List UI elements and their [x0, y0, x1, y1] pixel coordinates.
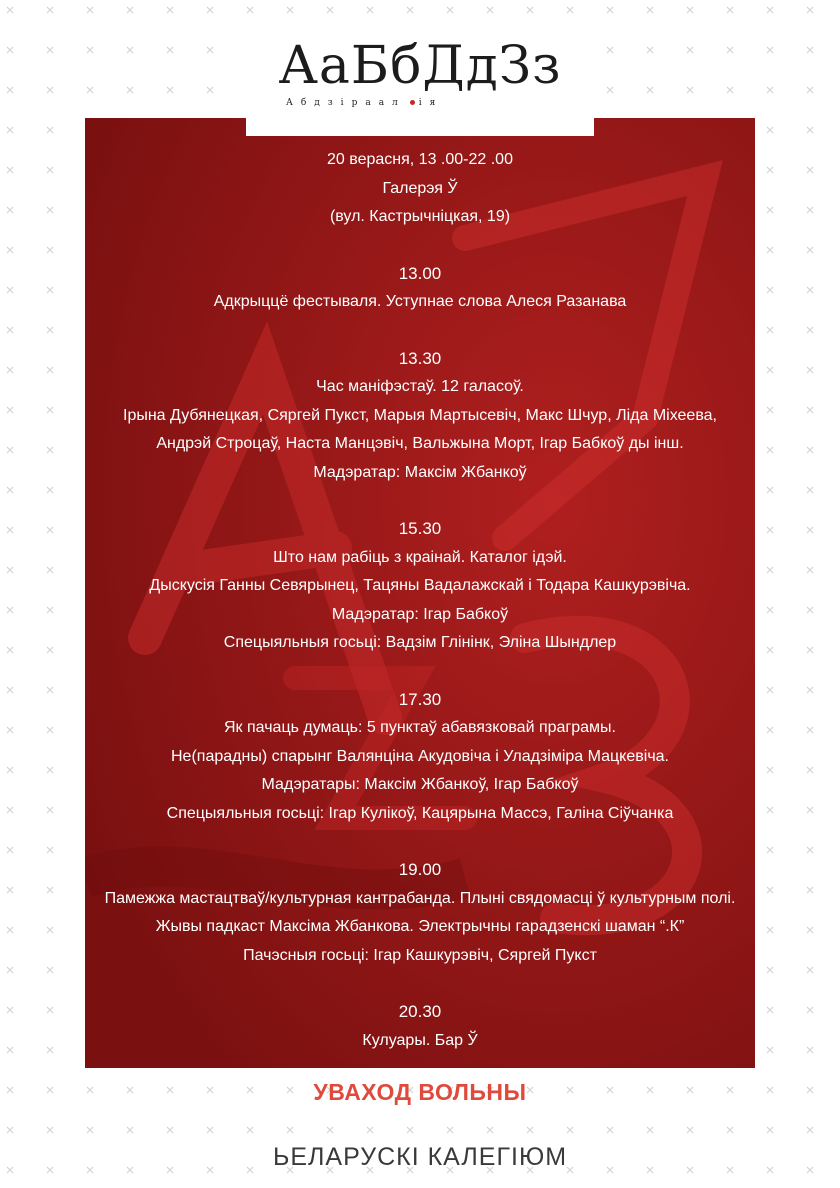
pattern-cross [47, 407, 53, 413]
program-time: 20.30 [398, 1002, 442, 1021]
pattern-cross [767, 847, 773, 853]
program-line: Ірына Дубянецкая, Сяргей Пукст, Марыя Мартысевіч, Макс Шчур, Ліда Міхеева, [123, 406, 717, 424]
pattern-cross [47, 647, 53, 653]
program-item [85, 998, 755, 1055]
pattern-cross [807, 527, 813, 533]
pattern-cross [207, 47, 213, 53]
pattern-cross [807, 647, 813, 653]
pattern-cross [287, 1127, 293, 1133]
pattern-cross [7, 207, 13, 213]
pattern-cross [47, 87, 53, 93]
pattern-cross [447, 7, 453, 13]
pattern-cross [807, 807, 813, 813]
program-schedule [85, 146, 755, 1068]
pattern-cross [7, 327, 13, 333]
pattern-cross [87, 7, 93, 13]
program-line: Мадэратар: Ігар Бабкоў [331, 605, 509, 623]
pattern-cross [527, 1127, 533, 1133]
pattern-cross [607, 1127, 613, 1133]
pattern-cross [7, 567, 13, 573]
pattern-cross [767, 727, 773, 733]
pattern-cross [807, 567, 813, 573]
pattern-cross [647, 1127, 653, 1133]
pattern-cross [7, 767, 13, 773]
pattern-cross [7, 487, 13, 493]
pattern-cross [807, 1047, 813, 1053]
program-line: Кулуары. Бар Ў [362, 1031, 478, 1049]
pattern-cross [47, 47, 53, 53]
pattern-cross [7, 967, 13, 973]
program-line: Жывы падкаст Максіма Жбанкова. Электрычны гарадзенскі шаман “.К” [155, 918, 685, 935]
pattern-cross [47, 727, 53, 733]
pattern-cross [167, 7, 173, 13]
pattern-cross [767, 807, 773, 813]
pattern-cross [807, 607, 813, 613]
pattern-cross [47, 607, 53, 613]
pattern-cross [47, 1127, 53, 1133]
pattern-cross [127, 1127, 133, 1133]
pattern-cross [687, 1127, 693, 1133]
pattern-cross [7, 127, 13, 133]
pattern-cross [767, 7, 773, 13]
pattern-cross [687, 7, 693, 13]
program-panel [85, 118, 755, 1068]
pattern-cross [367, 1127, 373, 1133]
pattern-cross [47, 967, 53, 973]
program-line: Памежжа мастацтваў/культурная кантрабанда. Плыні свядомасці ў культурным полі. [104, 889, 736, 907]
organizer-logo-text: ЬЕЛАРУСКІ КАЛЕГІЮМ [272, 1143, 568, 1171]
pattern-cross [807, 727, 813, 733]
pattern-cross [767, 1007, 773, 1013]
pattern-cross [807, 447, 813, 453]
pattern-cross [727, 1127, 733, 1133]
pattern-cross [47, 7, 53, 13]
pattern-cross [7, 87, 13, 93]
pattern-cross [767, 647, 773, 653]
pattern-cross [807, 127, 813, 133]
pattern-cross [47, 327, 53, 333]
program-line: Спецыяльныя госьці: Ігар Кулікоў, Кацярына Массэ, Галіна Сіўчанка [166, 804, 674, 822]
program-line: Адкрыццё фестываля. Уступнае слова Алеся Разанава [213, 293, 627, 310]
pattern-cross [607, 47, 613, 53]
pattern-cross [767, 887, 773, 893]
pattern-cross [47, 207, 53, 213]
pattern-cross [7, 887, 13, 893]
pattern-cross [167, 47, 173, 53]
program-line: Што нам рабіць з краінай. Каталог ідэй. [273, 548, 567, 566]
pattern-cross [7, 927, 13, 933]
pattern-cross [7, 1127, 13, 1133]
pattern-cross [47, 567, 53, 573]
pattern-cross [767, 607, 773, 613]
pattern-cross [407, 7, 413, 13]
pattern-cross [207, 1127, 213, 1133]
logo-letters: АаБбДдЗз [278, 36, 562, 96]
pattern-cross [7, 527, 13, 533]
pattern-cross [367, 7, 373, 13]
pattern-cross [807, 487, 813, 493]
pattern-cross [247, 7, 253, 13]
pattern-cross [167, 1127, 173, 1133]
pattern-cross [47, 247, 53, 253]
pattern-cross [47, 447, 53, 453]
pattern-cross [207, 87, 213, 93]
pattern-cross [7, 847, 13, 853]
pattern-cross [767, 367, 773, 373]
pattern-cross [47, 847, 53, 853]
pattern-cross [127, 7, 133, 13]
pattern-cross [647, 7, 653, 13]
event-date-time: 20 верасня, 13 .00-22 .00 [327, 151, 513, 168]
program-time: 15.30 [398, 519, 442, 538]
pattern-cross [767, 287, 773, 293]
program-line: Як пачаць думаць: 5 пунктаў абавязковай праграмы. [224, 719, 616, 736]
pattern-cross [807, 47, 813, 53]
program-item [85, 515, 755, 658]
program-line: Не(парадны) спарынг Валянціна Акудовіча і Уладзіміра Мацкевіча. [171, 747, 669, 765]
pattern-cross [807, 1127, 813, 1133]
pattern-cross [7, 47, 13, 53]
venue-name: Галерэя Ў [382, 179, 458, 197]
pattern-cross [767, 407, 773, 413]
pattern-cross [7, 287, 13, 293]
pattern-cross [487, 7, 493, 13]
pattern-cross [767, 207, 773, 213]
pattern-cross [767, 127, 773, 133]
pattern-cross [47, 287, 53, 293]
pattern-cross [807, 887, 813, 893]
pattern-cross [807, 327, 813, 333]
program-item [85, 260, 755, 317]
pattern-cross [767, 967, 773, 973]
pattern-cross [807, 7, 813, 13]
pattern-cross [7, 7, 13, 13]
pattern-cross [767, 1047, 773, 1053]
pattern-cross [767, 767, 773, 773]
pattern-cross [47, 167, 53, 173]
pattern-cross [767, 247, 773, 253]
program-line: Спецыяльныя госьці: Вадзім Глінінк, Эліна Шындлер [223, 634, 617, 651]
pattern-cross [807, 967, 813, 973]
program-line: Час маніфэстаў. 12 галасоў. [316, 378, 524, 395]
program-time: 17.30 [398, 689, 442, 709]
pattern-cross [7, 407, 13, 413]
pattern-cross [327, 7, 333, 13]
pattern-cross [487, 1127, 493, 1133]
pattern-cross [87, 87, 93, 93]
pattern-cross [47, 1007, 53, 1013]
pattern-cross [807, 207, 813, 213]
pattern-cross [647, 87, 653, 93]
pattern-cross [807, 847, 813, 853]
pattern-cross [687, 47, 693, 53]
pattern-cross [607, 7, 613, 13]
admission-text: УВАХОД ВОЛЬНЫ [313, 1079, 527, 1105]
pattern-cross [127, 47, 133, 53]
pattern-cross [807, 407, 813, 413]
program-line: Андрэй Строцаў, Наста Манцэвіч, Вальжына Морт, Ігар Бабкоў ды інш. [156, 435, 684, 452]
pattern-cross [567, 1127, 573, 1133]
program-time: 13.00 [398, 263, 442, 283]
pattern-cross [327, 1127, 333, 1133]
festival-logo [246, 18, 594, 136]
pattern-cross [47, 927, 53, 933]
pattern-cross [767, 47, 773, 53]
pattern-cross [447, 1127, 453, 1133]
program-time: 19.00 [398, 860, 442, 879]
pattern-cross [767, 527, 773, 533]
logo-dot-icon [410, 100, 415, 105]
pattern-cross [807, 927, 813, 933]
pattern-cross [407, 1127, 413, 1133]
pattern-cross [767, 447, 773, 453]
pattern-cross [727, 7, 733, 13]
pattern-cross [607, 87, 613, 93]
pattern-cross [7, 647, 13, 653]
pattern-cross [47, 1047, 53, 1053]
pattern-cross [767, 567, 773, 573]
venue-info [85, 146, 755, 232]
pattern-cross [687, 87, 693, 93]
pattern-cross [767, 327, 773, 333]
pattern-cross [87, 47, 93, 53]
pattern-cross [7, 807, 13, 813]
pattern-cross [47, 767, 53, 773]
pattern-cross [807, 167, 813, 173]
pattern-cross [247, 1127, 253, 1133]
pattern-cross [47, 887, 53, 893]
logo-subtitle: Абдзіраал ія [286, 98, 444, 108]
program-item [85, 686, 755, 829]
pattern-cross [807, 287, 813, 293]
pattern-cross [767, 927, 773, 933]
pattern-cross [47, 127, 53, 133]
pattern-cross [7, 687, 13, 693]
pattern-cross [7, 727, 13, 733]
program-time: 13.30 [398, 348, 442, 368]
program-line: Дыскусія Ганны Севярынец, Тацяны Вадалажскай і Тодара Кашкурэвіча. [149, 577, 691, 594]
pattern-cross [767, 687, 773, 693]
pattern-cross [767, 87, 773, 93]
pattern-cross [527, 7, 533, 13]
program-line: Мадэратары: Максім Жбанкоў, Ігар Бабкоў [261, 776, 579, 793]
pattern-cross [87, 1127, 93, 1133]
pattern-cross [727, 87, 733, 93]
pattern-cross [567, 7, 573, 13]
program-line: Пачэсныя госьці: Ігар Кашкурэвіч, Сяргей Пукст [243, 946, 597, 964]
pattern-cross [7, 167, 13, 173]
program-item [85, 856, 755, 970]
pattern-cross [807, 87, 813, 93]
pattern-cross [47, 527, 53, 533]
pattern-cross [647, 47, 653, 53]
program-line: Мадэратар: Максім Жбанкоў [313, 463, 527, 481]
pattern-cross [807, 367, 813, 373]
pattern-cross [287, 7, 293, 13]
pattern-cross [807, 687, 813, 693]
pattern-cross [767, 167, 773, 173]
pattern-cross [7, 367, 13, 373]
pattern-cross [767, 487, 773, 493]
pattern-cross [47, 687, 53, 693]
pattern-cross [767, 1127, 773, 1133]
pattern-cross [167, 87, 173, 93]
pattern-cross [7, 247, 13, 253]
pattern-cross [47, 487, 53, 493]
pattern-cross [47, 807, 53, 813]
pattern-cross [7, 1047, 13, 1053]
pattern-cross [807, 767, 813, 773]
pattern-cross [807, 1007, 813, 1013]
pattern-cross [127, 87, 133, 93]
pattern-cross [807, 247, 813, 253]
pattern-cross [7, 1007, 13, 1013]
pattern-cross [7, 447, 13, 453]
venue-address: (вул. Кастрычніцкая, 19) [329, 208, 511, 225]
program-item [85, 345, 755, 488]
pattern-cross [207, 7, 213, 13]
pattern-cross [7, 607, 13, 613]
pattern-cross [47, 367, 53, 373]
pattern-cross [727, 47, 733, 53]
